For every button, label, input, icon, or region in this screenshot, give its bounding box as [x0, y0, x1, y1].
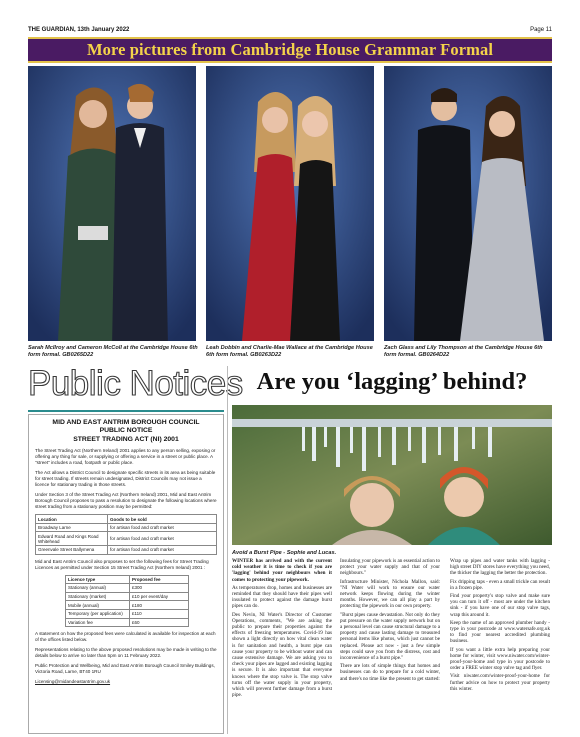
- fees-table: [65, 575, 189, 628]
- article-column-3: [450, 558, 550, 694]
- column-divider: [227, 366, 228, 734]
- table-row: [66, 618, 189, 627]
- article-photo: [232, 405, 552, 545]
- formal-photo-1: [28, 66, 196, 341]
- table-row: [66, 584, 189, 593]
- table-cell: Greenvale Street Ballymena: [36, 546, 108, 555]
- article-paragraph: Keep the name of an approved plumber handy - type in your postcode at www.watersafe.org.uk to find your nearest accredited plumbing business.: [450, 619, 550, 645]
- table-header: Licence type: [66, 575, 130, 584]
- formal-photo-3: [384, 66, 552, 341]
- table-row: [66, 601, 189, 610]
- notice-heading: PUBLIC NOTICE: [99, 427, 153, 435]
- notice-paragraph: Representations relating to the above proposed resolutions may be made in writing to the details below to arrive no later than 5pm on 11 February 2022.: [35, 647, 217, 659]
- table-cell: £60: [130, 618, 189, 627]
- table-row: [36, 546, 217, 555]
- table-header: Location: [36, 515, 108, 524]
- table-cell: Broadway Larne: [36, 523, 108, 532]
- table-cell: Variation fee: [66, 618, 130, 627]
- street-trading-notice: [28, 414, 224, 734]
- table-cell: £10 per event/day: [130, 592, 189, 601]
- table-cell: Edward Road and Kings Road Whitehead: [36, 532, 108, 546]
- notice-paragraph: Public Protection and Wellbeing, Mid and East Antrim Borough Council Smiley Buildings, Victoria Road, Larne, BT40 1RU: [35, 663, 215, 675]
- banner-title: More pictures from Cambridge House Grammar Formal: [86, 40, 493, 59]
- article-paragraph: There are lots of simple things that homes and businesses can do to prepare for a cold winter, and there's no time like the present to get started:: [340, 663, 440, 682]
- table-header: Proposed fee: [130, 575, 189, 584]
- table-cell: Mobile (annual): [66, 601, 130, 610]
- article-paragraph: Infrastructure Minister, Nichola Mallon, said: "NI Water will work to ensure our water network keeps flowing during the winter months. However, we can all play a part by protecting the pipework in our own property.: [340, 578, 440, 610]
- article-photo-caption: Avoid a Burst Pipe - Sophie and Lucas.: [232, 550, 337, 556]
- photo-caption-3: Zach Glass and Lily Thompson at the Cambridge House 6th form formal. GB0264D22: [384, 345, 543, 358]
- notice-subheading: STREET TRADING ACT (NI) 2001: [73, 435, 179, 443]
- table-header: Goods to be sold: [108, 515, 217, 524]
- table-header-row: [36, 515, 217, 524]
- table-cell: Stationary (annual): [66, 584, 130, 593]
- table-cell: £300: [130, 584, 189, 593]
- paper-date: THE GUARDIAN, 13th January 2022: [28, 27, 130, 33]
- photo-caption-1: Sarah McIlroy and Cameron McColl at the Cambridge House 6th form formal. GB0265D22: [28, 345, 198, 358]
- public-notices-rule: [28, 410, 224, 412]
- table-cell: Temporary (per application): [66, 609, 130, 618]
- notice-paragraph: A statement on how the proposed fees were calculated is available for inspection at each of the offices listed below.: [35, 631, 216, 643]
- article-paragraph: "Burst pipes cause devastation. Not only do they put pressure on the water supply network but on a personal level can cause structural damage to a property and cause lasting damage to treasured personal items like photos, which just cannot be replaced. Please act now - just a few simple steps could save you from the distress, cost and inconvenience of a burst pipe.": [340, 611, 440, 662]
- formal-photo-2: [206, 66, 374, 341]
- table-row: [66, 592, 189, 601]
- article-paragraph: Wrap up pipes and water tanks with lagging - high street DIY stores have everything you need, the thicker the lagging the better the protection.: [450, 558, 550, 577]
- article-paragraph: Visit niwater.com/winter-proof-your-home for further advice on how to protect your property this winter.: [450, 673, 550, 692]
- masthead: [28, 27, 552, 37]
- table-cell: Stationary (market): [66, 592, 130, 601]
- locations-table: [35, 514, 217, 554]
- article-column-2: [340, 558, 440, 684]
- section-banner: [28, 37, 552, 63]
- article-paragraph: As temperatures drop, homes and businesses are reminded that they should have their pipes well insulated to protect against the damage burst pipes can do.: [232, 584, 332, 610]
- table-row: [36, 532, 217, 546]
- table-row: [66, 609, 189, 618]
- notice-paragraph: The Street Trading Act (Northern Ireland) 2001 applies to any person selling, exposing or offering any thing for sale, or supplying or offering a service in a street or public place. A "street" includes a road, footpath or public place.: [35, 448, 216, 466]
- licensing-email-link[interactable]: Licensing@midandeastantrim.gov.uk: [35, 679, 111, 685]
- page-number: Page 11: [530, 27, 552, 33]
- table-header-row: [66, 575, 189, 584]
- article-paragraph: Find your property's stop valve and make sure you can turn it off - most are under the kitchen sink - if you have one of our stop valve tags, wrap this around it.: [450, 593, 550, 618]
- photo-caption-2: Leah Dobbin and Charlie-Mae Wallace at the Cambridge House 6th form formal. GB0263D22: [206, 345, 373, 358]
- article-paragraph: Fix dripping taps - even a small trickle can result in a frozen pipe.: [450, 578, 550, 591]
- public-notices-title: Public Notices: [28, 364, 243, 403]
- article-paragraph: Insulating your pipework is an essential action to protect your water supply and that of your neighbours.": [340, 558, 441, 577]
- table-cell: £180: [130, 601, 189, 610]
- table-cell: for artisan food and craft market: [108, 523, 217, 532]
- article-paragraph: Des Nevin, NI Water's Director of Customer Operations, comments, "We are asking the public to prepare their properties against the effects of freezing temperatures. Covid-19 has shown a light directly on how vital clean water is for sanitation and health, a burst pipe can cause your property to be without water and can cause extensive damage. We are asking you to check your pipes are lagged and existing lagging is secure. It is also important that everyone knows where the stop valve is. The stop valve turns off the water supply in your property, which will prevent further damage from a burst pipe.: [232, 611, 332, 699]
- article-headline: Are you ‘lagging’ behind?: [256, 368, 528, 395]
- table-row: [36, 523, 217, 532]
- table-cell: for artisan food and craft market: [108, 546, 217, 555]
- notice-paragraph: The Act allows a District Council to designate specific streets in its area as being suitable for street trading. If streets remain undesignated, District Councils may not issue a licence for stationary trading in those streets.: [35, 470, 216, 488]
- notice-paragraph: Mid and East Antrim Council also proposes to set the following fees for Street Trading Licences as permitted under Section 15 Street Trading Act (Northern Ireland) 2001 :: [35, 558, 209, 570]
- article-column-1: [232, 558, 332, 700]
- table-cell: for artisan food and craft market: [108, 532, 217, 546]
- article-paragraph: If you want a little extra help preparing your home for winter, visit www.niwater.com/winter-proof-your-home and type in your postcode to order a FREE winter stop valve tag and flyer.: [450, 646, 550, 672]
- table-cell: £110: [130, 609, 189, 618]
- notice-paragraph: Under Section 3 of the Street Trading Act (Northern Ireland) 2001, Mid and East Antrim Borough Council proposes to pass a resolution to designate the following locations where street trading from a stationary position may be permitted:: [35, 492, 217, 510]
- council-name: MID AND EAST ANTRIM BOROUGH COUNCIL: [52, 419, 200, 426]
- article-paragraph: WINTER has arrived and with the current cold weather it is time to check if you are 'lagging' behind your neighbours when it comes to protecting your pipework.: [232, 558, 332, 583]
